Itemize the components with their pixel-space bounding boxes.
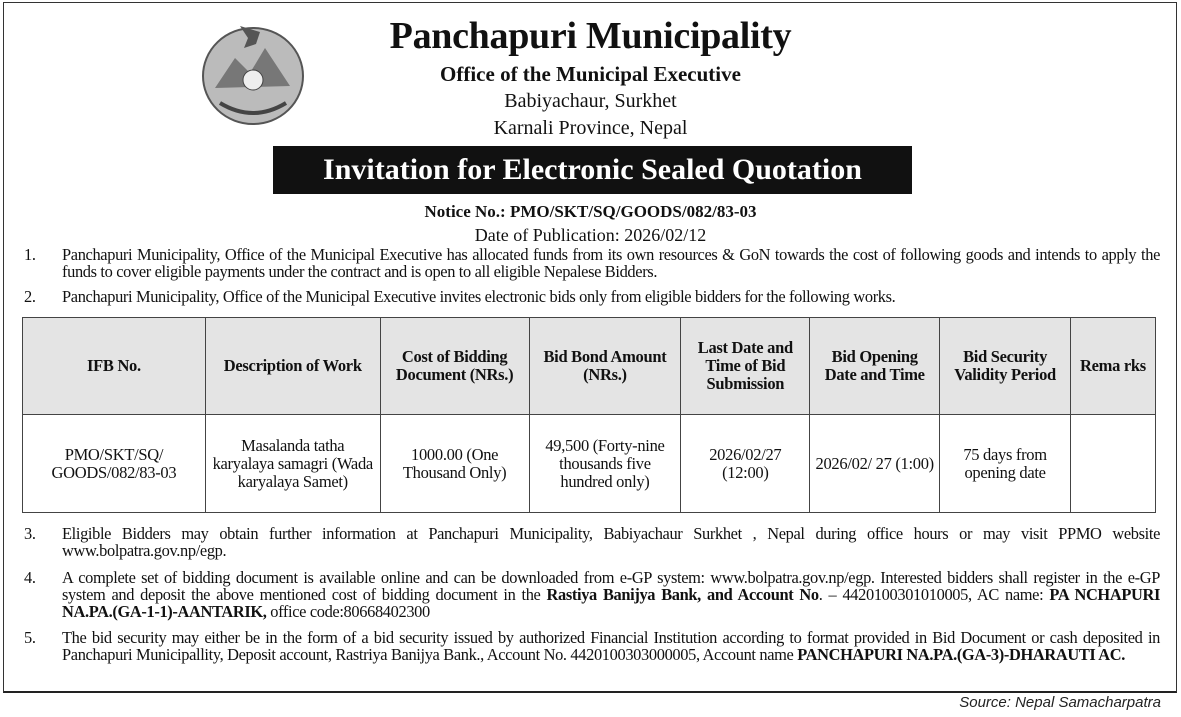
cell-validity: 75 days from opening date xyxy=(940,415,1071,513)
account-name: PA NCHAPURI NA.PA.(GA-1-1)-AANTARIK, xyxy=(62,585,1160,621)
cell-ifb-no: PMO/SKT/SQ/ GOODS/082/83-03 xyxy=(23,415,206,513)
paragraph-text xyxy=(62,629,1160,663)
notice-number: Notice No.: PMO/SKT/SQ/GOODS/082/83-03 xyxy=(424,202,757,221)
cell-cost: 1000.00 (One Thousand Only) xyxy=(380,415,529,513)
header-cost: Cost of Bidding Document (NRs.) xyxy=(380,318,529,415)
cell-remarks xyxy=(1071,415,1156,513)
account-name: PANCHAPURI NA.PA.(GA-3)-DHARAUTI AC. xyxy=(797,645,1125,664)
paragraph-text xyxy=(62,569,1160,620)
paragraph-4 xyxy=(24,569,1160,620)
header-opening-date: Bid Opening Date and Time xyxy=(810,318,940,415)
cell-opening-date: 2026/02/ 27 (1:00) xyxy=(810,415,940,513)
paragraph-number: 4. xyxy=(24,568,36,587)
paragraph-text: Panchapuri Municipality, Office of the Municipal Executive has allocated funds from its own resources & GoN towards the cost of following goods and intends to apply the funds to cover eligible payments under the contract and is open to all eligible Nepalese Bidders. xyxy=(62,245,1160,281)
office-name: Office of the Municipal Executive xyxy=(440,62,741,86)
publication-date: Date of Publication: 2026/02/12 xyxy=(474,225,707,245)
text-segment: office code:80668402300 xyxy=(266,602,430,621)
bid-table xyxy=(22,317,1156,513)
address-line-2: Karnali Province, Nepal xyxy=(493,117,688,139)
bank-name: Rastiya Banijya Bank, and Account No xyxy=(546,585,819,604)
text-segment: . – 4420100301010005, AC name: xyxy=(818,585,1050,604)
header-last-date: Last Date and Time of Bid Submission xyxy=(681,318,810,415)
source-credit: Source: Nepal Samacharpatra xyxy=(959,694,1161,711)
cell-bid-bond: 49,500 (Forty-nine thousands five hundred only) xyxy=(529,415,681,513)
header-validity: Bid Security Validity Period xyxy=(940,318,1071,415)
header-bid-bond: Bid Bond Amount (NRs.) xyxy=(529,318,681,415)
text-segment: A complete set of bidding document is available online and can be downloaded from e-GP system: www.bolpatra.gov.np/egp. Interested bidders shall register in the e-GP system and deposit the above mentioned cost of bidding document in the xyxy=(62,568,1160,604)
municipality-title: Panchapuri Municipality xyxy=(389,15,792,57)
paragraph-number: 5. xyxy=(24,628,36,647)
table-row xyxy=(23,415,1156,513)
address-line-1: Babiyachaur, Surkhet xyxy=(504,90,677,112)
text-segment: The bid security may either be in the form of a bid security issued by authorized Financial Institution according to format provided in Bid Document or cash deposited in Panchapuri Municipallity, Deposit account, Rastriya Banijya Bank., Account No. 4420100303000005, Account name xyxy=(62,628,1160,664)
notice-banner: Invitation for Electronic Sealed Quotation xyxy=(273,146,912,194)
paragraph-1 xyxy=(24,246,1160,280)
table-header-row xyxy=(23,318,1156,415)
header-ifb-no: IFB No. xyxy=(23,318,206,415)
cell-description: Masalanda tatha karyalaya samagri (Wada karyalaya Samet) xyxy=(205,415,380,513)
paragraph-text: Panchapuri Municipality, Office of the Municipal Executive invites electronic bids only from eligible bidders for the following works. xyxy=(62,287,896,306)
paragraph-2 xyxy=(24,288,1160,305)
cell-last-date: 2026/02/27 (12:00) xyxy=(681,415,810,513)
paragraph-3 xyxy=(24,525,1160,559)
paragraph-number: 3. xyxy=(24,524,36,543)
header-remarks: Rema rks xyxy=(1071,318,1156,415)
paragraph-text: Eligible Bidders may obtain further information at Panchapuri Municipality, Babiyachaur Surkhet , Nepal during office hours or may visit PPMO website www.bolpatra.gov.np/egp. xyxy=(62,524,1160,560)
paragraph-number: 1. xyxy=(24,245,36,264)
header-description: Description of Work xyxy=(205,318,380,415)
paragraph-5 xyxy=(24,629,1160,663)
paragraph-number: 2. xyxy=(24,287,36,306)
